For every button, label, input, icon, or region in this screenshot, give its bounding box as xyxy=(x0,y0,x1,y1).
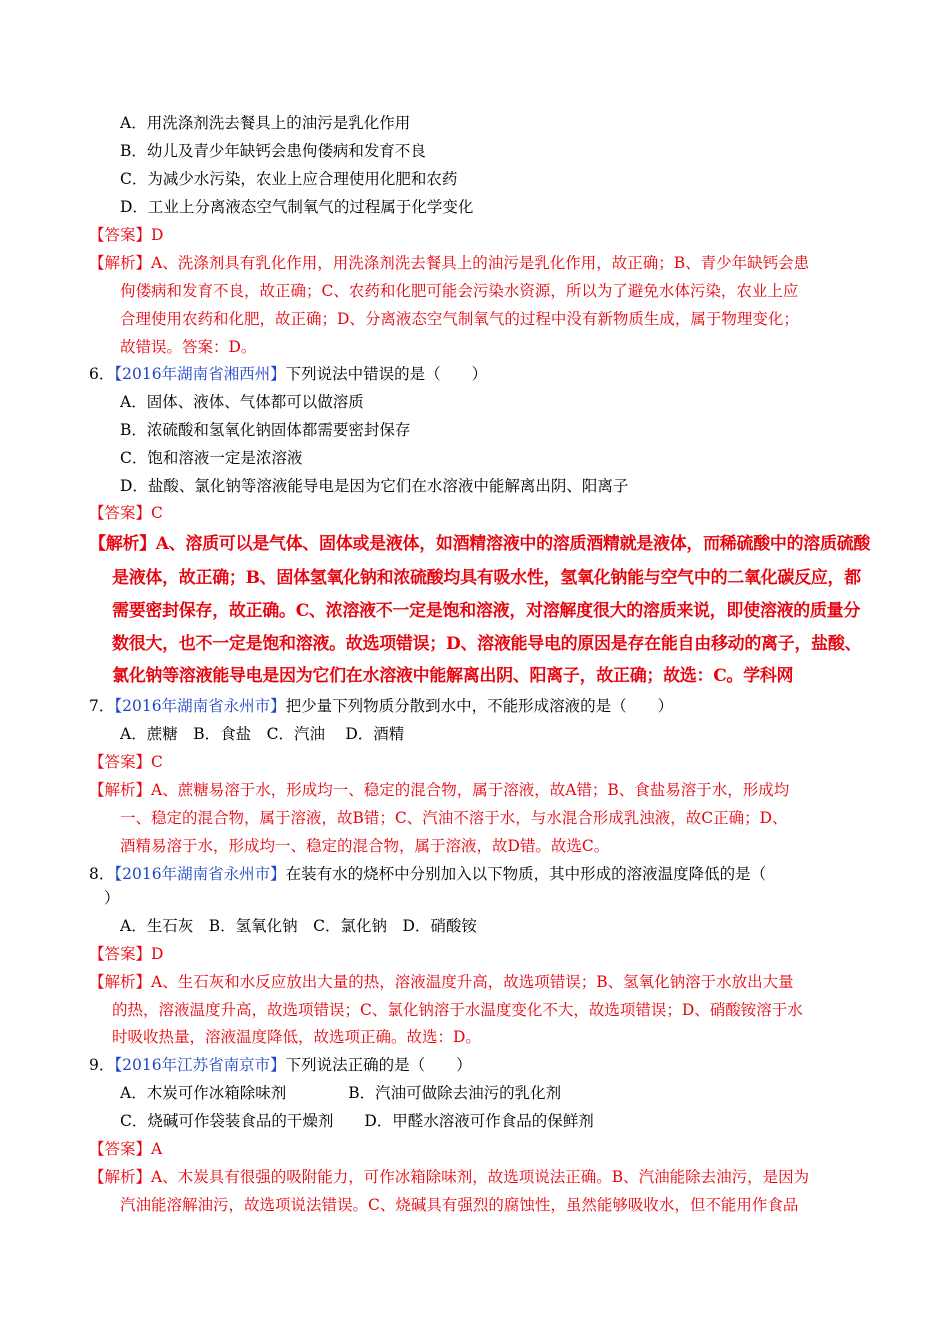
q8-stem-line xyxy=(89,864,766,884)
q6-analysis-line-1: 【解析】A、溶质可以是气体、固体或是液体，如酒精溶液中的溶质酒精就是液体，而稀硫酸中的溶质硫酸 xyxy=(89,534,871,554)
q7-options: A．蔗糖 B．食盐 C．汽油 D．酒精 xyxy=(120,725,405,743)
q7-stem-line xyxy=(89,696,673,716)
q6-analysis-line-4: 数很大，也不一定是饱和溶液。故选项错误；D、溶液能导电的原因是存在能自由移动的离子，盐酸、 xyxy=(112,634,862,654)
q9-options-row-1: A．木炭可作冰箱除味剂 B．汽油可做除去油污的乳化剂 xyxy=(120,1084,562,1102)
q5-analysis-line-1: 【解析】A、洗涤剂具有乳化作用，用洗涤剂洗去餐具上的油污是乳化作用，故正确；B、青少年缺钙会患 xyxy=(89,254,810,272)
q6-option-b: B．浓硫酸和氢氧化钠固体都需要密封保存 xyxy=(120,421,411,439)
q8-analysis-line-3: 时吸收热量，溶液温度降低，故选项正确。故选：D。 xyxy=(112,1028,481,1046)
q5-option-a: A．用洗涤剂洗去餐具上的油污是乳化作用 xyxy=(120,114,411,132)
q6-stem-line xyxy=(89,364,487,384)
q9-options-row-2: C．烧碱可作袋装食品的干燥剂 D．甲醛水溶液可作食品的保鲜剂 xyxy=(120,1112,594,1130)
q7-analysis-line-2: 一、稳定的混合物，属于溶液，故B错；C、汽油不溶于水，与水混合形成乳浊液，故C正确；D、 xyxy=(120,809,788,827)
q9-analysis-line-1: 【解析】A、木炭具有很强的吸附能力，可作冰箱除味剂，故选项说法正确。B、汽油能除去油污，是因为 xyxy=(89,1168,810,1186)
q6-option-c: C．饱和溶液一定是浓溶液 xyxy=(120,449,303,467)
q5-option-c: C．为减少水污染，农业上应合理使用化肥和农药 xyxy=(120,170,458,188)
q8-analysis-line-1: 【解析】A、生石灰和水反应放出大量的热，溶液温度升高，故选项错误；B、氢氧化钠溶于水放出大量 xyxy=(89,973,794,991)
q5-option-d: D．工业上分离液态空气制氧气的过程属于化学变化 xyxy=(120,198,474,216)
q6-number: 6． xyxy=(89,365,115,383)
q7-source: 【2016年湖南省永州市】 xyxy=(114,697,286,715)
q9-answer: 【答案】A xyxy=(89,1140,163,1158)
q6-stem: 下列说法中错误的是（ ） xyxy=(285,365,488,383)
q6-option-d: D．盐酸、氯化钠等溶液能导电是因为它们在水溶液中能解离出阴、阳离子 xyxy=(120,477,629,495)
q8-source: 【2016年湖南省永州市】 xyxy=(114,865,286,883)
q5-analysis-line-2: 佝偻病和发育不良，故正确；C、农药和化肥可能会污染水资源，所以为了避免水体污染，农业上应 xyxy=(120,282,799,300)
q6-answer: 【答案】C xyxy=(89,504,163,522)
q8-options: A．生石灰 B．氢氧化钠 C．氯化钠 D．硝酸铵 xyxy=(120,917,477,935)
q5-analysis-line-4: 故错误。答案：D。 xyxy=(120,338,257,356)
q5-analysis-line-3: 合理使用农药和化肥，故正确；D、分离液态空气制氧气的过程中没有新物质生成，属于物理变化； xyxy=(120,310,799,328)
q9-stem-line xyxy=(89,1055,472,1075)
q8-answer: 【答案】D xyxy=(89,945,164,963)
q7-analysis-line-1: 【解析】A、蔗糖易溶于水，形成均一、稳定的混合物，属于溶液，故A错；B、食盐易溶于水，形成均 xyxy=(89,781,790,799)
q8-stem: 在装有水的烧杯中分别加入以下物质，其中形成的溶液温度降低的是（ xyxy=(285,865,767,883)
q7-answer: 【答案】C xyxy=(89,753,163,771)
q6-source: 【2016年湖南省湘西州】 xyxy=(114,365,286,383)
q7-analysis-line-3: 酒精易溶于水，形成均一、稳定的混合物，属于溶液，故D错。故选C。 xyxy=(120,837,610,855)
q6-option-a: A．固体、液体、气体都可以做溶质 xyxy=(120,393,364,411)
q5-answer: 【答案】D xyxy=(89,226,164,244)
q9-analysis-line-2: 汽油能溶解油污，故选项说法错误。C、烧碱具有强烈的腐蚀性，虽然能够吸收水，但不能用作食品 xyxy=(120,1196,799,1214)
q9-number: 9． xyxy=(89,1056,115,1074)
q6-analysis-line-5: 氯化钠等溶液能导电是因为它们在水溶液中能解离出阴、阳离子，故正确；故选：C。学科网 xyxy=(112,666,794,686)
q9-source: 【2016年江苏省南京市】 xyxy=(114,1056,286,1074)
q5-option-b: B．幼儿及青少年缺钙会患佝偻病和发育不良 xyxy=(120,142,426,160)
q8-stem-end: ） xyxy=(104,889,120,907)
q8-number: 8． xyxy=(89,865,115,883)
q7-number: 7． xyxy=(89,697,115,715)
q7-stem: 把少量下列物质分散到水中，不能形成溶液的是（ ） xyxy=(285,697,674,715)
q6-analysis-line-3: 需要密封保存，故正确。C、浓溶液不一定是饱和溶液，对溶解度很大的溶质来说，即使溶液的质量分 xyxy=(112,601,861,621)
q9-stem: 下列说法正确的是（ ） xyxy=(285,1056,472,1074)
q6-analysis-line-2: 是液体，故正确；B、固体氢氧化钠和浓硫酸均具有吸水性，氢氧化钠能与空气中的二氧化碳反应，都 xyxy=(112,568,861,588)
q8-analysis-line-2: 的热，溶液温度升高，故选项错误；C、氯化钠溶于水温度变化不大，故选项错误；D、硝酸铵溶于水 xyxy=(112,1001,803,1019)
